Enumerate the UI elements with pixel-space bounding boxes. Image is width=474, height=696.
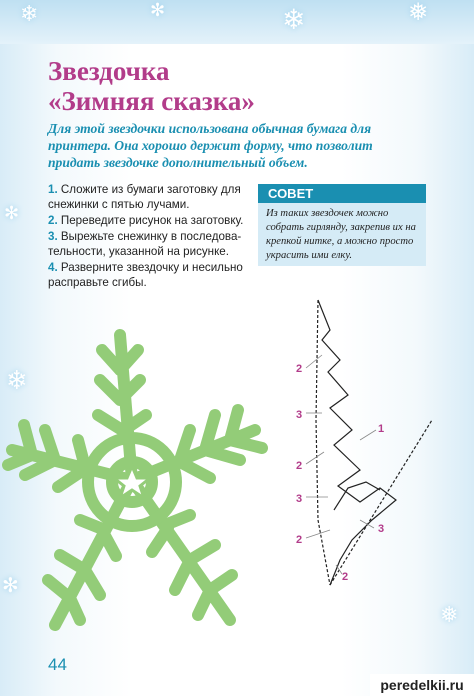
title-line-2: «Зимняя сказка» <box>48 86 255 116</box>
template-label-3: 3 <box>296 493 303 505</box>
lead-paragraph: Для этой звездочки использована обычная бумага для принтера. Она хорошо держит форму, что позволит придать звездочке дополнительный объем. <box>48 121 373 170</box>
template-label-1: 1 <box>378 423 385 435</box>
snowflake-decoration-icon: ❄ <box>6 366 28 396</box>
cutting-template <box>316 300 432 585</box>
step-text: Разверните звездочку и несильно расправьте сгибы. <box>48 261 243 289</box>
step-item <box>48 229 253 259</box>
step-item <box>48 260 253 290</box>
tip-box <box>258 184 426 266</box>
title-line-1: Звездочка <box>48 56 170 86</box>
step-number: 4. <box>48 261 58 274</box>
tip-heading: СОВЕТ <box>258 184 426 203</box>
snowflake-decoration-icon: ✻ <box>4 203 20 224</box>
tip-text: Из таких звездочек можно собрать гирлянду, закрепив их на крепкой нитке, а можно просто украсить ими елку. <box>266 208 416 261</box>
snowflake-decoration-icon: ✻ <box>2 573 19 597</box>
template-label-3: 3 <box>296 409 303 421</box>
template-label-2: 2 <box>296 460 303 472</box>
site-watermark: peredelkii.ru <box>370 674 474 696</box>
page-number: 44 <box>48 655 67 674</box>
template-label-2: 2 <box>342 571 349 583</box>
step-text: Переведите рисунок на заготовку. <box>60 214 244 227</box>
snowflake-decoration-icon: ❅ <box>408 0 429 26</box>
template-label-2: 2 <box>296 534 303 546</box>
step-item <box>48 213 253 228</box>
step-text: Вырежьте снежинку в последовательности, указанной на рисунке. <box>48 230 242 258</box>
snowflake-decoration-icon: ❄ <box>20 2 39 27</box>
article-title <box>48 56 255 116</box>
step-item <box>48 182 253 212</box>
template-labels <box>296 363 384 583</box>
instruction-steps <box>48 182 253 291</box>
step-number: 3. <box>48 230 58 243</box>
snowflake-illustration <box>0 290 474 660</box>
template-label-3: 3 <box>378 523 385 535</box>
step-number: 2. <box>48 214 58 227</box>
template-label-2: 2 <box>296 363 303 375</box>
step-number: 1. <box>48 183 58 196</box>
snowflake-decoration-icon: ✻ <box>150 0 166 21</box>
winter-header-band <box>0 0 474 44</box>
snowflake-decoration-icon: ❅ <box>440 603 459 628</box>
step-text: Сложите из бумаги заготовку для снежинки с пятью лучами. <box>48 183 241 211</box>
snowflake-decoration-icon: ❄ <box>282 3 306 36</box>
